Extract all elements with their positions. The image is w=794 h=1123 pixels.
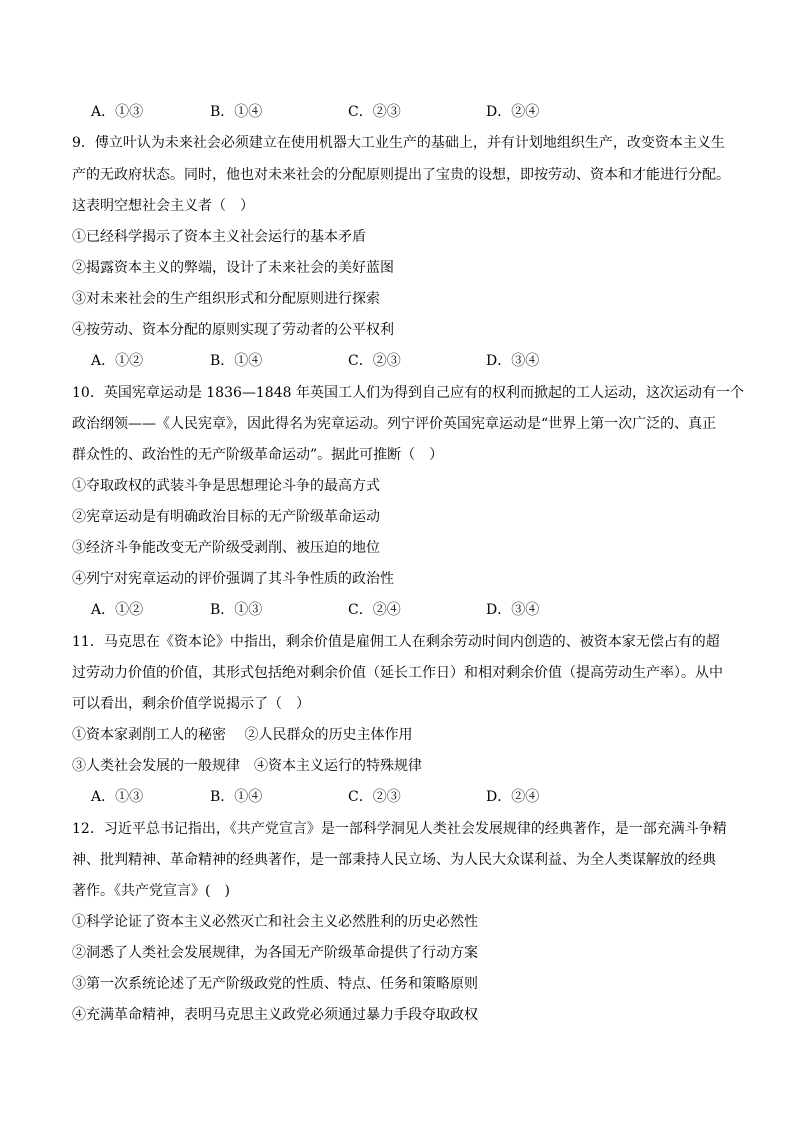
q11-option-c: C．②③ xyxy=(348,789,401,805)
q10-stem-line: 政治纲领——《人民宪章》，因此得名为宪章运动。列宁评价英国宪章运动是“世界上第一次广泛的、真正 xyxy=(72,416,717,432)
q8-option-b: B．①④ xyxy=(210,104,263,120)
q10-option-d: D．③④ xyxy=(486,602,540,618)
q11-statement-row-1: ①资本家剥削工人的秘密 ②人民群众的历史主体作用 xyxy=(72,727,413,743)
q9-stem-line: 产的无政府状态。同时，他也对未来社会的分配原则提出了宝贵的设想，即按劳动、资本和才能进行分配。 xyxy=(72,167,730,183)
q11-statement-row-2: ③人类社会发展的一般规律 ④资本主义运行的特殊规律 xyxy=(72,758,422,774)
q9-statement-4: ④按劳动、资本分配的原则实现了劳动者的公平权利 xyxy=(72,322,394,338)
q11-stem-line: 可以看出，剩余价值学说揭示了（ ） xyxy=(72,696,310,712)
q10-stem-line: 10．英国宪章运动是 1836—1848 年英国工人们为得到自己应有的权利而掀起的工人运动，这次运动有一个 xyxy=(72,385,744,401)
q8-option-a: A．①③ xyxy=(91,104,144,120)
q11-option-b: B．①④ xyxy=(210,789,263,805)
q11-option-a: A．①③ xyxy=(91,789,144,805)
q11-option-d: D．②④ xyxy=(486,789,540,805)
q12-stem-line: 著作。《共产党宣言》( ) xyxy=(72,883,230,899)
q10-statement-3: ③经济斗争能改变无产阶级受剥削、被压迫的地位 xyxy=(72,540,380,556)
q12-statement-2: ②洞悉了人类社会发展规律，为各国无产阶级革命提供了行动方案 xyxy=(72,945,478,961)
q10-option-b: B．①③ xyxy=(210,602,263,618)
q9-statement-2: ②揭露资本主义的弊端，设计了未来社会的美好蓝图 xyxy=(72,260,394,276)
q8-option-c: C．②③ xyxy=(348,104,401,120)
q12-statement-3: ③第一次系统论述了无产阶级政党的性质、特点、任务和策略原则 xyxy=(72,976,478,992)
q9-option-a: A．①② xyxy=(91,353,144,369)
q11-stem-line: 过劳动力价值的价值，其形式包括绝对剩余价值（延长工作日）和相对剩余价值（提高劳动生产率）。从中 xyxy=(72,665,723,681)
q9-statement-1: ①已经科学揭示了资本主义社会运行的基本矛盾 xyxy=(72,229,366,245)
q9-option-b: B．①④ xyxy=(210,353,263,369)
q9-stem-line: 9．傅立叶认为未来社会必须建立在使用机器大工业生产的基础上，并有计划地组织生产，改变资本主义生 xyxy=(72,135,725,151)
q9-option-d: D．③④ xyxy=(486,353,540,369)
q12-statement-1: ①科学论证了资本主义必然灭亡和社会主义必然胜利的历史必然性 xyxy=(72,914,478,930)
q10-statement-4: ④列宁对宪章运动的评价强调了其斗争性质的政治性 xyxy=(72,571,394,587)
q9-option-c: C．②③ xyxy=(348,353,401,369)
q10-option-c: C．②④ xyxy=(348,602,401,618)
q12-stem-line: 12．习近平总书记指出，《共产党宣言》是一部科学洞见人类社会发展规律的经典著作，是一部充满斗争精 xyxy=(72,821,727,837)
q10-stem-line: 群众性的、政治性的无产阶级革命运动”。据此可推断（ ） xyxy=(72,447,444,463)
q12-statement-4: ④充满革命精神，表明马克思主义政党必须通过暴力手段夺取政权 xyxy=(72,1007,478,1023)
q12-stem-line: 神、批判精神、革命精神的经典著作，是一部秉持人民立场、为人民大众谋利益、为全人类谋解放的经典 xyxy=(72,852,716,868)
q8-option-d: D．②④ xyxy=(486,104,540,120)
q11-stem-line: 11．马克思在《资本论》中指出，剩余价值是雇佣工人在剩余劳动时间内创造的、被资本家无偿占有的超 xyxy=(72,634,720,650)
q10-statement-1: ①夺取政权的武装斗争是思想理论斗争的最高方式 xyxy=(72,478,380,494)
q9-statement-3: ③对未来社会的生产组织形式和分配原则进行探索 xyxy=(72,291,380,307)
q9-stem-line: 这表明空想社会主义者（ ） xyxy=(72,198,254,214)
q10-statement-2: ②宪章运动是有明确政治目标的无产阶级革命运动 xyxy=(72,509,380,525)
q10-option-a: A．①② xyxy=(91,602,144,618)
